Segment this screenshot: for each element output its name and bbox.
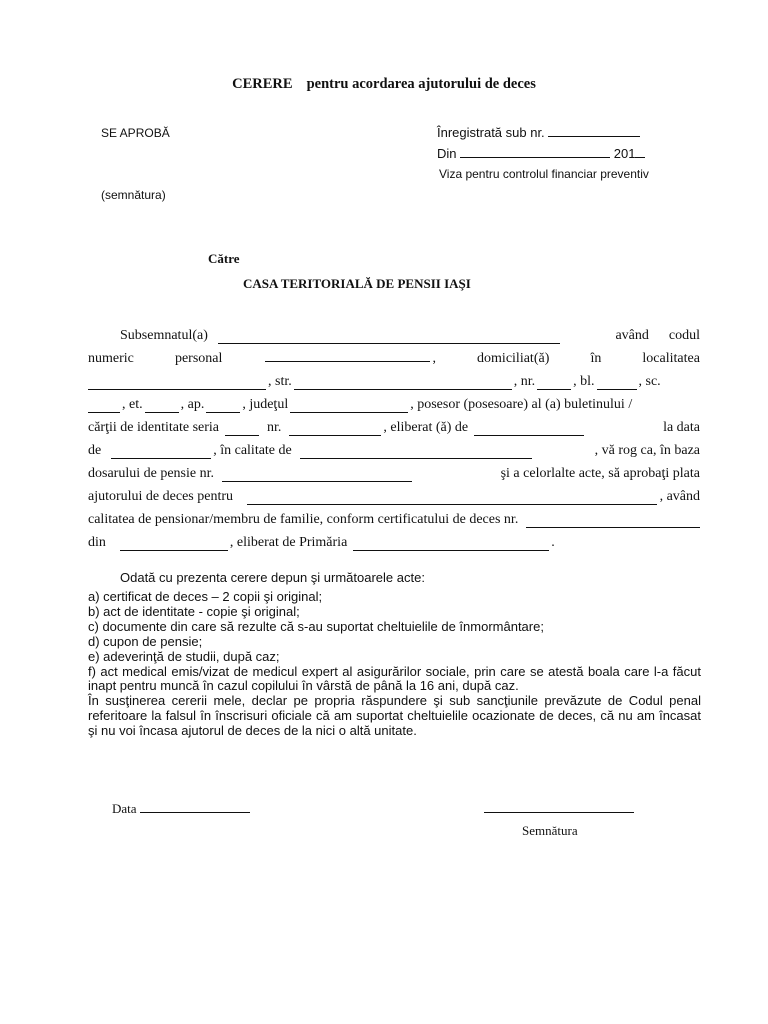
body-text: , ap. — [180, 397, 205, 412]
body-text: nr. — [267, 420, 282, 435]
registration-number-label: Înregistrată sub nr. — [437, 125, 545, 140]
body-text: localitatea — [642, 351, 700, 366]
addressee-to: Către — [208, 251, 240, 266]
city-hall-field[interactable] — [353, 538, 549, 551]
pension-file-number-field[interactable] — [222, 469, 412, 482]
deceased-name-field[interactable] — [247, 492, 657, 505]
capacity-field[interactable] — [300, 446, 532, 459]
body-text: în — [590, 351, 602, 366]
title-bold-word: CERERE — [232, 76, 293, 92]
body-text: cărţii de identitate seria — [88, 420, 219, 435]
signature-line[interactable] — [484, 812, 634, 813]
list-item: e) adeverinţă de studii, după caz; — [88, 648, 280, 664]
body-text: , vă rog ca, în baza — [594, 443, 700, 458]
body-text: numeric — [88, 351, 134, 366]
body-text: codul — [668, 328, 700, 343]
body-line-10 — [88, 528, 700, 551]
request-body — [88, 321, 700, 551]
body-line-6 — [88, 436, 700, 459]
registration-date-row — [437, 146, 645, 161]
locality-field[interactable] — [88, 377, 266, 390]
body-line-8 — [88, 482, 700, 505]
body-text: ajutorului de deces pentru — [88, 489, 234, 504]
body-text: având — [615, 328, 649, 343]
apartment-field[interactable] — [206, 400, 240, 413]
id-number-field[interactable] — [289, 423, 381, 436]
id-issuer-field[interactable] — [474, 423, 584, 436]
addressee-institution: CASA TERITORIALĂ DE PENSII IAŞI — [243, 276, 471, 291]
body-text: dosarului de pensie nr. — [88, 466, 214, 481]
list-item: a) certificat de deces – 2 copii şi original; — [88, 589, 323, 604]
registration-year-prefix: 201 — [613, 146, 636, 161]
body-text: , având — [659, 489, 700, 504]
title-rest: pentru acordarea ajutorului de deces — [306, 76, 536, 92]
body-text: , în calitate de — [213, 443, 292, 458]
street-number-field[interactable] — [537, 377, 571, 390]
list-item: f) act medical emis/vizat de medicul expert al asigurărilor sociale, prin care se atestă boala care l-a făcut inapt pentru muncă în cazul copilului în vârstă de până la 16 ani, după caz. — [88, 663, 701, 694]
body-line-5 — [88, 413, 700, 436]
body-text: , sc. — [638, 374, 661, 389]
street-field[interactable] — [294, 377, 512, 390]
signature-label: Semnătura — [522, 823, 578, 838]
attachments-intro: Odată cu prezenta cerere depun şi următoarele acte: — [120, 570, 425, 585]
body-text: , posesor (posesoare) al (a) buletinului / — [410, 397, 633, 412]
registration-year-field[interactable] — [635, 146, 645, 158]
registration-date-label: Din — [437, 146, 457, 161]
registration-number-row — [437, 125, 640, 140]
cnp-field[interactable] — [265, 349, 430, 362]
body-text: , judeţul — [242, 397, 289, 412]
body-text: , bl. — [573, 374, 595, 389]
id-issue-date-field[interactable] — [111, 446, 211, 459]
date-label: Data — [112, 801, 137, 816]
body-line-4 — [88, 390, 700, 413]
body-line-7 — [88, 459, 700, 482]
body-line-3 — [88, 367, 700, 390]
body-text: Subsemnatul(a) — [120, 328, 208, 343]
body-text: din — [88, 535, 106, 550]
staircase-field[interactable] — [88, 400, 120, 413]
approval-signature-label: (semnătura) — [101, 188, 166, 202]
body-line-2 — [88, 344, 700, 367]
name-field[interactable] — [218, 331, 560, 344]
body-line-9 — [88, 505, 700, 528]
date-row — [112, 801, 250, 817]
body-text: , str. — [268, 374, 292, 389]
body-text: , eliberat (ă) de — [383, 420, 469, 435]
list-item: d) cupon de pensie; — [88, 633, 203, 649]
body-text: . — [551, 535, 555, 550]
floor-field[interactable] — [145, 400, 179, 413]
body-text: calitatea de pensionar/membru de familie, conform certificatului de deces nr. — [88, 512, 519, 527]
form-title — [0, 76, 768, 93]
body-text: personal — [174, 351, 223, 366]
visa-label: Viza pentru controlul financiar preventiv — [439, 167, 649, 181]
list-item: c) documente din care să rezulte că s-au suportat cheltuielile de înmormântare; — [88, 618, 544, 634]
id-series-field[interactable] — [225, 423, 259, 436]
body-text: de — [88, 443, 102, 458]
approval-label: SE APROBĂ — [101, 126, 170, 140]
date-field[interactable] — [140, 801, 250, 813]
attachments-list — [88, 590, 701, 739]
county-field[interactable] — [290, 400, 408, 413]
death-certificate-date-field[interactable] — [120, 538, 228, 551]
body-line-1 — [88, 321, 700, 344]
body-text: domiciliat(ă) — [477, 351, 550, 366]
body-text: , et. — [122, 397, 143, 412]
registration-number-field[interactable] — [548, 125, 640, 137]
death-certificate-number-field[interactable] — [526, 515, 700, 528]
registration-date-field[interactable] — [460, 146, 610, 158]
body-text: la data — [663, 420, 700, 435]
list-item: b) act de identitate - copie şi original; — [88, 603, 300, 619]
body-text: , nr. — [513, 374, 536, 389]
body-text: , — [432, 351, 436, 366]
body-text: şi a celorlalte acte, să aprobaţi plata — [500, 466, 700, 481]
block-field[interactable] — [597, 377, 637, 390]
body-text: , eliberat de Primăria — [229, 535, 348, 550]
declaration-text: În susţinerea cererii mele, declar pe propria răspundere şi sub sancţiunile prevăzute de Codul penal referitoare la falsul în înscrisuri oficiale că am suportat cheltuielile ocazionate de deces, că nu am încasat şi nu voi încasa ajutorul de deces de la nici o altă unitate. — [88, 693, 701, 739]
